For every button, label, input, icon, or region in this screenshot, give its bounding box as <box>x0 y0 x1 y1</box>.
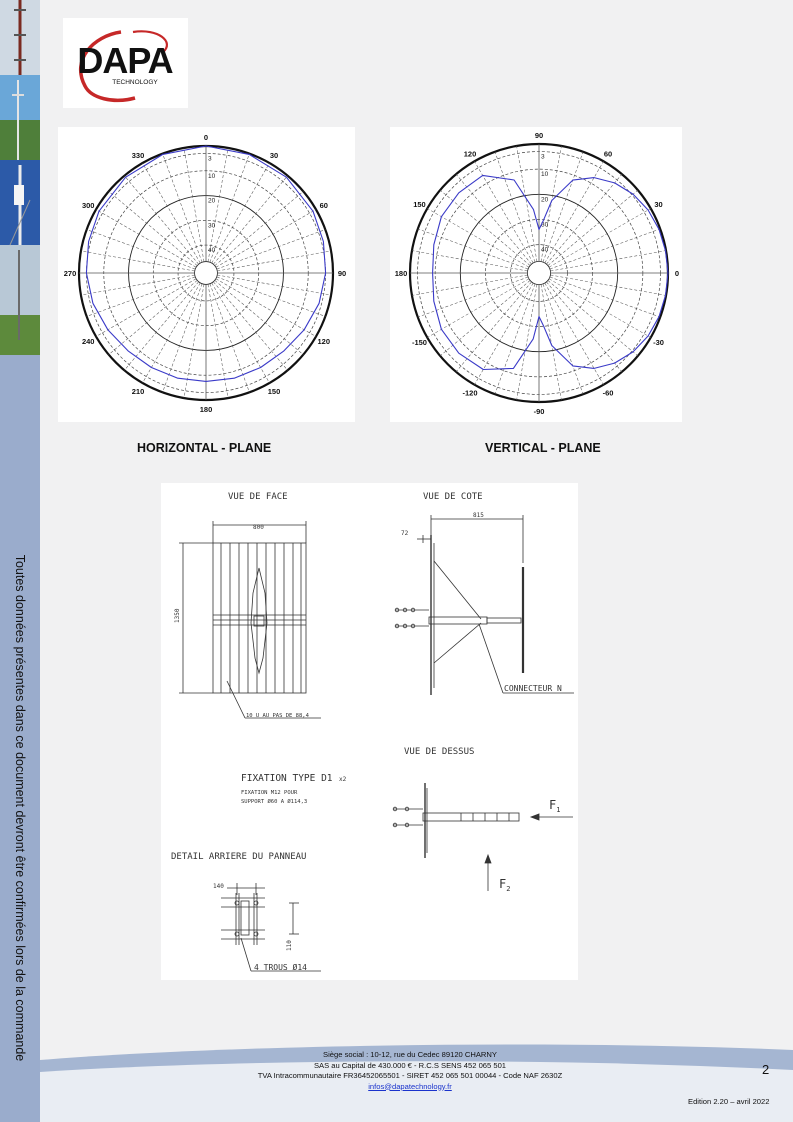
v-ring-label: 3 <box>541 153 545 161</box>
v-ring-label: 10 <box>541 171 549 179</box>
v-spoke <box>546 174 621 264</box>
footer-company-info <box>180 1050 640 1092</box>
horizontal-plane-caption: HORIZONTAL - PLANE <box>137 441 272 455</box>
front-height-dimension: 1350 <box>174 608 181 623</box>
v-spoke <box>418 229 528 269</box>
v-spoke <box>412 251 528 271</box>
h-angle-label: 120 <box>317 337 331 346</box>
front-view-title: VUE DE FACE <box>228 492 288 502</box>
h-angle-label: 180 <box>199 405 213 414</box>
h-spoke <box>96 210 196 268</box>
h-spoke <box>216 279 316 337</box>
v-spoke <box>548 190 638 265</box>
h-spoke <box>109 191 198 265</box>
h-spoke <box>96 279 196 337</box>
footer-capital: SAS au Capital de 430.000 € - R.C.S SENS 452 065 501 <box>313 1060 507 1070</box>
side-view-title: VUE DE COTE <box>423 492 483 502</box>
antenna-photo-strip <box>0 0 40 355</box>
page-number: 2 <box>762 1062 770 1077</box>
v-angle-label: 30 <box>654 200 663 209</box>
v-angle-label: 60 <box>603 149 613 159</box>
fixation-note-line1: FIXATION M12 POUR <box>241 790 298 796</box>
footer-email-link[interactable]: infos@dapatechnology.fr <box>368 1081 452 1091</box>
h-spoke <box>217 275 331 295</box>
h-spoke <box>87 230 196 270</box>
top-view-title: VUE DE DESSUS <box>404 747 475 757</box>
v-ring-label: 30 <box>541 221 549 229</box>
h-angle-label: 30 <box>269 151 279 161</box>
v-spoke <box>541 146 561 262</box>
h-ring-label: 30 <box>208 222 216 230</box>
v-spoke <box>412 275 528 295</box>
left-sidebar <box>0 0 40 1122</box>
h-ring-label: 40 <box>208 247 216 255</box>
v-ring-label: 20 <box>541 196 549 204</box>
h-spoke <box>208 148 228 262</box>
v-spoke <box>546 282 621 372</box>
v-spoke <box>495 284 535 394</box>
v-spoke <box>550 275 666 295</box>
v-angle-label: 90 <box>534 131 544 140</box>
horizontal-plane-chart <box>58 127 355 422</box>
v-spoke <box>550 277 660 317</box>
hole-spacing-horizontal: 140 <box>213 883 224 890</box>
h-angle-label: 150 <box>267 386 281 396</box>
vertical-plane-chart <box>390 127 682 422</box>
v-spoke <box>440 280 530 355</box>
h-spoke <box>217 277 326 317</box>
h-spoke <box>213 282 287 371</box>
v-spoke <box>541 284 561 400</box>
h-spoke <box>184 148 204 262</box>
connector-note: CONNECTEUR N <box>504 684 562 693</box>
offset-dimension: 72 <box>401 530 409 537</box>
h-spoke <box>216 210 316 268</box>
logo-tagline-text: TECHNOLOGY <box>112 79 158 86</box>
logo-brand-text: DAPA <box>77 40 173 81</box>
footer-address: Siège social : 10-12, rue du Cedec 89120 CHARNY <box>323 1050 497 1059</box>
v-angle-label: -120 <box>462 388 478 398</box>
v-spoke <box>548 280 638 355</box>
v-spoke <box>495 152 535 262</box>
v-spoke <box>550 251 666 271</box>
h-angle-label: 240 <box>81 337 95 346</box>
h-spoke <box>109 280 198 354</box>
v-spoke <box>517 146 537 262</box>
h-ring-label: 10 <box>208 172 216 180</box>
h-angle-label: 60 <box>319 201 328 210</box>
fixation-title: FIXATION TYPE D1 <box>241 773 333 784</box>
h-spoke <box>217 251 331 271</box>
v-spoke <box>517 284 537 400</box>
h-spoke <box>143 163 201 263</box>
sidebar-vertical-notice: Toutes données présentes dans ce document devront être confirmées lors de la commande <box>13 554 27 1062</box>
h-spoke <box>212 163 270 263</box>
force-f2-label: $F_2$ <box>499 877 511 893</box>
v-center-ring <box>527 261 550 284</box>
h-angle-label: 270 <box>63 269 77 278</box>
h-spoke <box>124 282 198 371</box>
h-angle-label: 0 <box>203 133 209 142</box>
footer-tax-ids: TVA Intracommunautaire FR36452065501 - SIRET 452 065 501 00044 - Code NAF 2630Z <box>257 1071 563 1080</box>
v-angle-label: 120 <box>463 149 477 159</box>
h-spoke <box>87 277 196 317</box>
h-spoke <box>163 154 203 263</box>
fixation-note-line2: SUPPORT Ø60 A Ø114,3 <box>241 799 308 805</box>
h-ring-label: 20 <box>208 197 216 205</box>
v-angle-label: -90 <box>533 407 545 416</box>
h-spoke <box>215 191 304 265</box>
h-spoke <box>210 284 250 393</box>
rear-detail-title: DETAIL ARRIERE DU PANNEAU <box>171 852 307 862</box>
vertical-plane-caption: VERTICAL - PLANE <box>485 441 601 455</box>
front-width-dimension: 800 <box>253 524 264 531</box>
h-angle-label: 210 <box>131 386 145 396</box>
v-spoke <box>456 174 531 264</box>
h-angle-label: 300 <box>81 201 95 210</box>
pitch-note: 10 U AU PAS DE 88,4 <box>246 713 309 719</box>
v-angle-label: 180 <box>394 269 408 278</box>
v-ring-label: 40 <box>541 246 549 254</box>
v-angle-label: -30 <box>653 338 664 347</box>
v-angle-label: -60 <box>602 388 614 398</box>
h-spoke <box>217 230 326 270</box>
h-spoke <box>81 251 195 271</box>
h-spoke <box>213 176 287 265</box>
h-spoke <box>215 280 304 354</box>
v-angle-label: 0 <box>674 269 680 278</box>
v-spoke <box>418 277 528 317</box>
hole-spacing-vertical: 110 <box>286 940 293 951</box>
holes-note: 4 TROUS Ø14 <box>254 963 307 972</box>
h-spoke <box>124 176 198 265</box>
company-logo <box>63 18 188 108</box>
h-angle-label: 330 <box>131 151 145 161</box>
depth-dimension: 815 <box>473 512 484 519</box>
v-angle-label: 150 <box>413 200 426 209</box>
v-spoke <box>550 229 660 269</box>
h-ring-label: 3 <box>208 155 212 163</box>
h-angle-label: 90 <box>337 269 347 278</box>
h-spoke <box>210 154 250 263</box>
h-spoke <box>163 284 203 393</box>
fixation-suffix: x2 <box>339 776 347 783</box>
force-f1-label: $F_1$ <box>549 798 561 814</box>
h-center-ring <box>195 262 218 285</box>
v-spoke <box>440 190 530 265</box>
v-angle-label: -150 <box>411 338 427 347</box>
h-spoke <box>81 275 195 295</box>
edition-label: Edition 2.20 – avril 2022 <box>688 1097 770 1106</box>
technical-drawing <box>161 483 578 980</box>
